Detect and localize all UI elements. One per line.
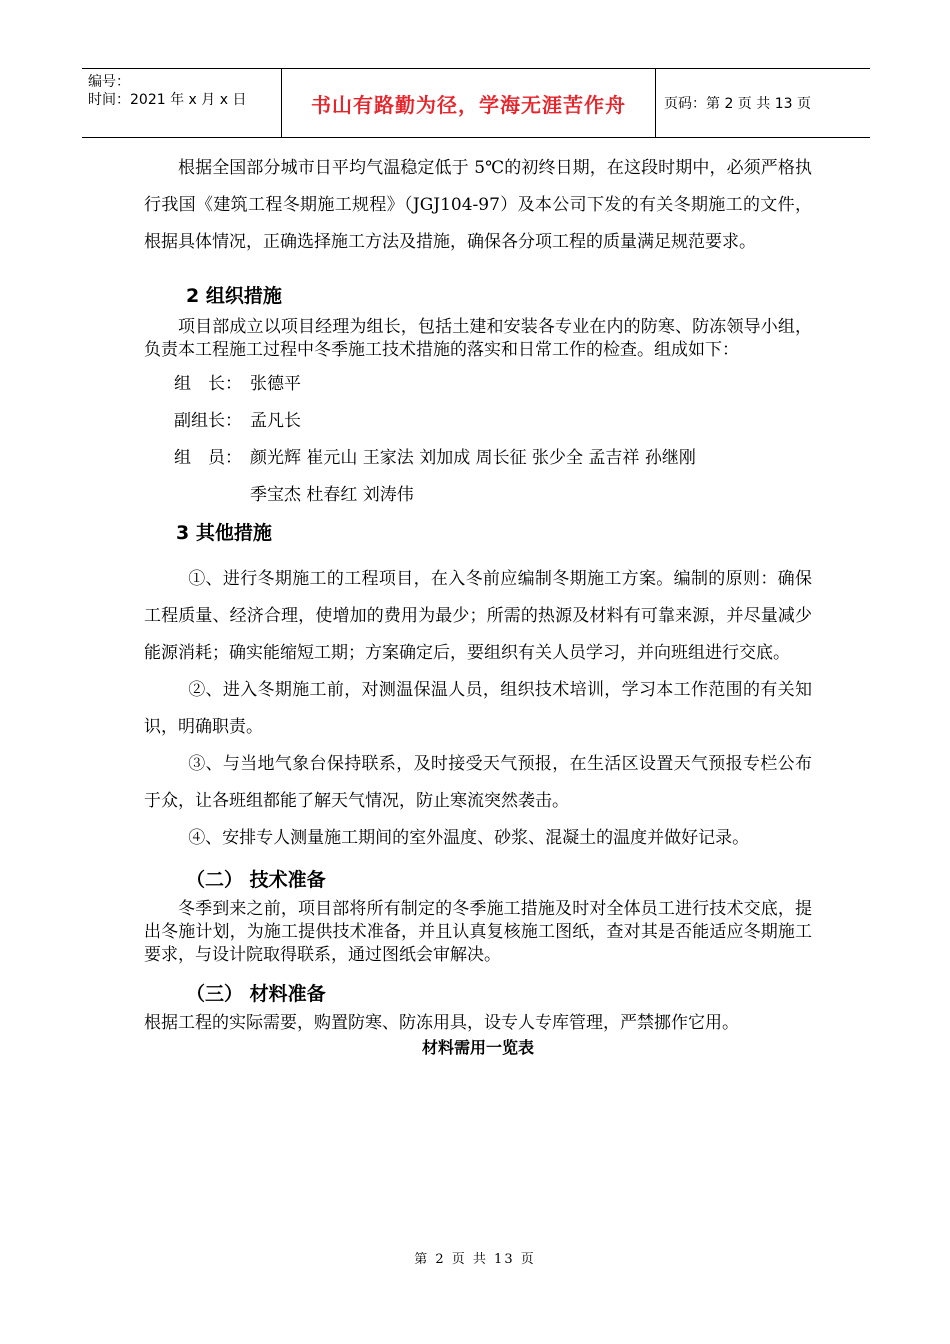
header-motto: 书山有路勤为径，学海无涯苦作舟 (311, 92, 626, 117)
members-label: 组 员： (174, 448, 242, 468)
members-row-continued (144, 477, 812, 514)
members-names: 颜光辉 崔元山 王家法 刘加成 周长征 张少全 孟吉祥 孙继刚 (250, 448, 696, 468)
doc-time-label: 时间：2021 年 x 月 x 日 (88, 92, 247, 108)
members-row (144, 440, 812, 477)
measure-item-3: ③、与当地气象台保持联系，及时接受天气预报，在生活区设置天气预报专栏公布于众，让各班组都能了解天气情况，防止寒流突然袭击。 (144, 754, 812, 811)
material-table-title: 材料需用一览表 (421, 1038, 534, 1057)
material-prep-paragraph: 根据工程的实际需要，购置防寒、防冻用具，设专人专库管理，严禁挪作它用。 (144, 1013, 739, 1033)
deputy-name: 孟凡长 (250, 411, 301, 431)
deputy-row (144, 403, 812, 440)
section-2-heading: 2 组织措施 (186, 285, 282, 307)
header-page-cell (656, 69, 870, 137)
measure-item-1: ①、进行冬期施工的工程项目，在入冬前应编制冬期施工方案。编制的原则：确保工程质量、经济合理，使增加的费用为最少；所需的热源及材料有可靠来源，并尽量减少能源消耗；确实能缩短工期；方案确定后，要组织有关人员学习，并向班组进行交底。 (144, 569, 812, 663)
header-page-code: 页码：第 2 页 共 13 页 (664, 96, 811, 112)
deputy-label: 副组长： (174, 411, 242, 431)
doc-number-label: 编号： (88, 74, 130, 90)
tech-prep-heading: （二） 技术准备 (186, 869, 326, 891)
members-names-continued: 季宝杰 杜春红 刘涛伟 (250, 485, 414, 505)
leader-row (144, 366, 812, 403)
page-footer: 第 2 页 共 13 页 (414, 1252, 536, 1267)
page-header (82, 68, 870, 138)
leader-label: 组 长： (174, 374, 242, 394)
intro-paragraph: 根据全国部分城市日平均气温稳定低于 5℃的初终日期，在这段时期中，必须严格执行我国《建筑工程冬期施工规程》（JGJ104-97）及本公司下发的有关冬期施工的文件，根据具体情况，正确选择施工方法及措施，确保各分项工程的质量满足规范要求。 (144, 158, 812, 252)
material-prep-heading: （三） 材料准备 (186, 983, 326, 1005)
section-2-paragraph: 项目部成立以项目经理为组长，包括土建和安装各专业在内的防寒、防冻领导小组，负责本工程施工过程中冬季施工技术措施的落实和日常工作的检查。组成如下： (144, 317, 812, 360)
measure-item-2: ②、进入冬期施工前，对测温保温人员，组织技术培训，学习本工作范围的有关知识，明确职责。 (144, 680, 812, 737)
measure-item-4: ④、安排专人测量施工期间的室外温度、砂浆、混凝土的温度并做好记录。 (188, 828, 750, 848)
header-meta-cell (82, 69, 282, 137)
leader-name: 张德平 (250, 374, 301, 394)
header-motto-cell (282, 69, 656, 137)
document-body (144, 150, 812, 1058)
tech-prep-paragraph: 冬季到来之前，项目部将所有制定的冬季施工措施及时对全体员工进行技术交底，提出冬施计划，为施工提供技术准备，并且认真复核施工图纸，查对其是否能适应冬期施工要求，与设计院取得联系，通过图纸会审解决。 (144, 899, 812, 965)
section-3-heading: 3 其他措施 (176, 522, 272, 544)
